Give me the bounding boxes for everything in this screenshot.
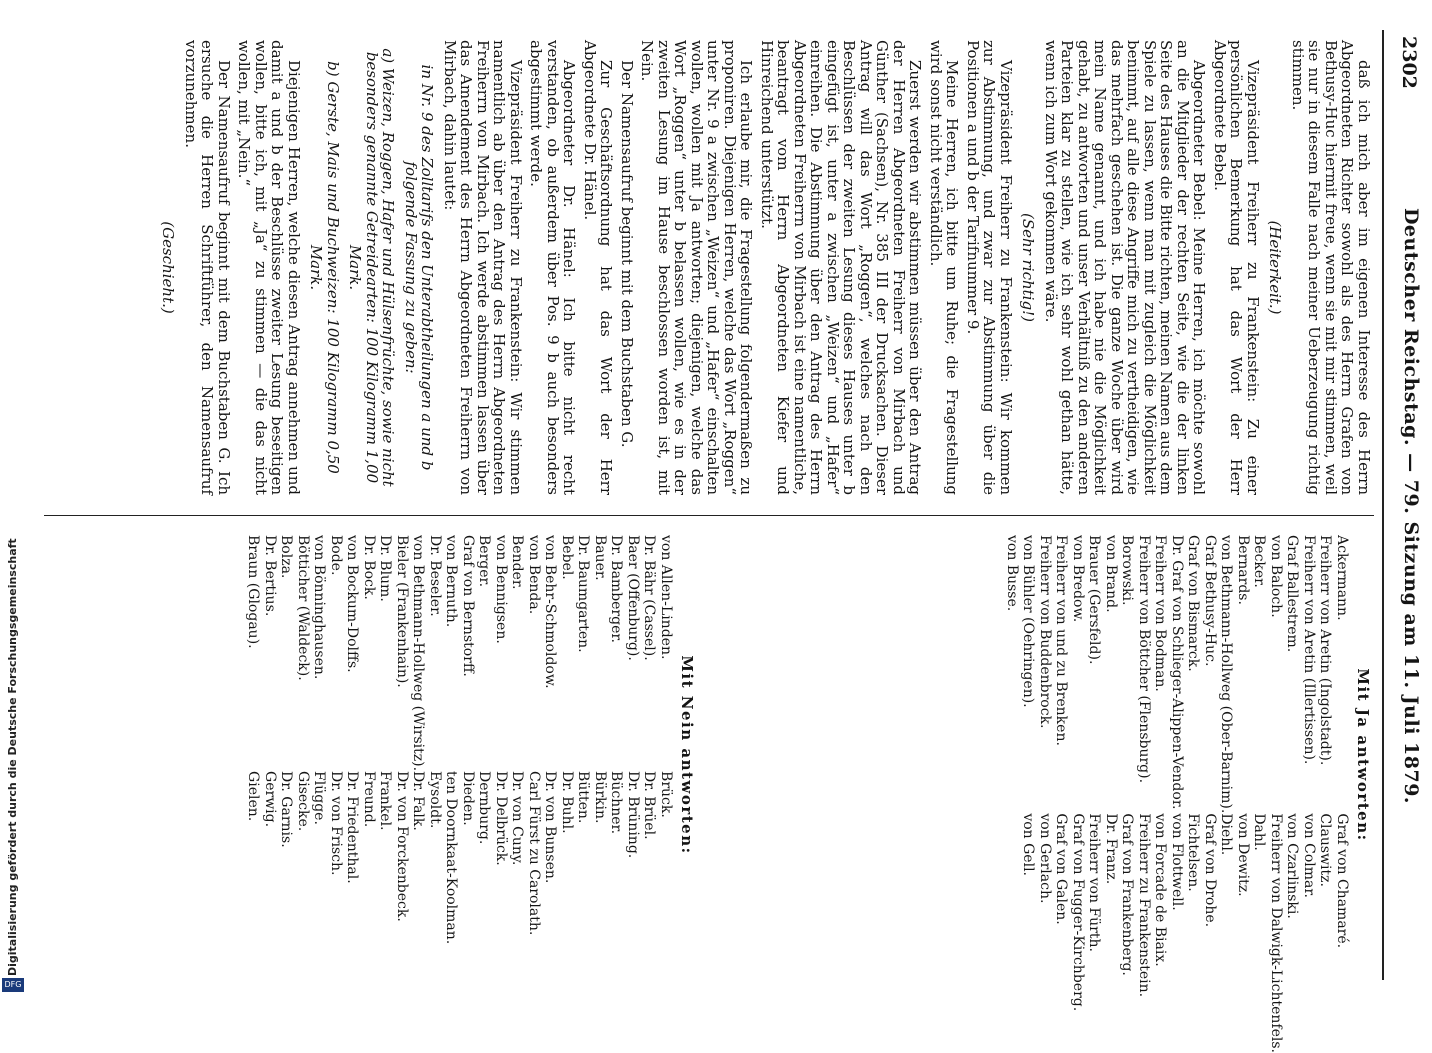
paragraph: Zuerst werden wir abstimmen müssen über den Antrag der Herren Abgeordneten Freiherr von Mirbach und Günther (Sachsen), Nr. 385 III der Drucksachen. Dieser Antrag will das Wort „Roggen“, welches nach den Beschlüssen der zweiten Lesung dieses Hauses unter b eingefügt ist, unter a zwischen „Weizen“ und „Hafer“ einreihen. Die Abstimmung über den Antrag des Herrn Abgeordneten Freiherrn von Mirbach ist eine namentliche, beantragt vom Herrn Abgeordneten Kiefer und Hinreichend unterstützt. [758,40,925,495]
vote-name: Fichtelsen. [1185,813,1202,892]
paragraph: Der Namensaufruf beginnt mit dem Buchstaben G. [618,60,636,448]
vote-name: Büchner. [608,771,625,835]
vote-name: Graf von Frankenberg. [1119,813,1136,976]
vote-name: Bieler (Frankenhain). [394,535,410,688]
vote-name: Bebel. [559,535,575,580]
vote-name: von Flottwell. [1169,813,1185,911]
vote-name: Ackermann. [1334,535,1350,621]
vote-name: Dr. Buhl. [559,771,575,834]
vote-name: Freiherr von Fürth. [1086,813,1103,952]
page-number: 2302 [1398,36,1420,89]
vote-name: Freiherr von Dalwigk-Lichtenfels. [1268,813,1284,1053]
vote-name: ten Doornkaat-Koolman. [443,771,460,945]
vote-name: Baer (Offenburg). [625,535,641,661]
right-column-votes [245,535,1372,1053]
vote-name: Freiherr zu Frankenstein. [1136,813,1152,998]
vote-name: Graf Bethusy-Huc. [1202,535,1218,667]
vote-name: Bütten. [575,771,592,824]
vote-name: von Bernuth. [443,535,460,628]
paragraph: Diejenigen Herren, welche diesen Antrag annehmen und damit a und b der Beschlüsse zweiter Lesung beseitigen wollen, bitte ich, mit „Ja“ zu stimmen — die das nicht wollen, mit „Nein.“ [235,40,303,495]
vote-name: Brück. [658,771,674,818]
vote-name: Dr. Blum. [377,535,394,602]
vote-name: Dr. Graf von Schlieger-Alippen-Vendor. [1169,535,1185,810]
paragraph: Vizepräsident Freiherr zu Frankenstein: Zu einer persönlichen Bemerkung hat das Wort der Herr Abgeordnete Bebel. [1211,40,1262,495]
vote-name: Brauer (Gersfeld). [1086,535,1103,665]
vote-name: Carl Fürst zu Carolath. [526,771,542,936]
vote-name: von Bethmann-Hollweg (Wirsitz). [410,535,427,772]
centered-note: (Geschieht.) [159,221,178,314]
vote-name: Dahl. [1251,813,1268,851]
vote-name: Freund. [361,771,377,828]
running-title: Deutscher Reichstag. — 79. Sitzung am 11. Juli 1879. [1400,207,1422,805]
ja-name-list [710,535,1350,1053]
vote-name: Dr. Bähr (Cassel). [641,535,658,661]
vote-name: Graf von Fugger-Kirchberg. [1070,813,1086,1012]
paragraph: Abgeordneter Dr. Hänel: Ich bitte nicht recht verstanden, ob außerdem über Pos. 9 b auch besonders abgestimmt werde. [527,40,579,495]
vote-name: von Gell. [1020,813,1037,876]
vote-name: Freiherr von Bodman. [1152,535,1169,692]
centered-note: in Nr. 9 des Zolltarifs den Unterabtheilungen a und b folgende Fassung zu geben: [402,64,437,471]
vote-name: Bender. [509,535,526,590]
paragraph: Abgeordneter Bebel: Meine Herren, ich möchte sowohl an die Mitglieder der rechten Seite, wie die der linken Seite des Hauses die Bitte richten, meinen Namen aus dem Spiele zu lassen, wenn man mit zugleich die Möglichkeit benimmt, auf alle diese Angriffe mich zu vertheidigen, wie das mehrfach geschehen ist. Die ganze Woche über wird mein Name genannt, und ich habe nie die Möglichkeit gehabt, zu antworten und unser Verhältniß zu den anderen Parteien klar zu stellen, wie ich sehr wohl gethan hätte, wenn ich zum Wort gekommen wäre. [1042,40,1209,495]
paragraph: Der Namensaufruf beginnt mit dem Buchstaben G. Ich ersuche die Herren Schriftführer, den Namensaufruf vorzunehmen. [182,40,233,495]
rotated-page [30,0,1432,1053]
vote-name: Dernburg. [476,771,493,845]
nein-names-col-1 [245,535,674,771]
vote-name: Dr. Baumgarten. [575,535,592,653]
paragraph: Vizepräsident Freiherr zu Frankenstein: Wir stimmen namentlich ab über den Antrag des Herrn Abgeordneten Freiherrn von Mirbach. Ich werde abstimmen lassen über das Amendement des Herrn Abgeordneten Freiherrn von Mirbach, dahin lautet: [441,40,525,495]
vote-name: Graf von Chamaré. [1334,813,1350,949]
paragraph: Ich erlaube mir, die Fragestellung folgendermaßen zu proponiren. Diejenigen Herren, welche das Wort „Roggen“ unter Nr. 9 a zwischen „Weizen“ und „Hafer“ einschalten wollen, wollen mit Ja antworten; diejenigen, welche das Wort „Roggen“ unter b belassen wollen, wie es in der zweiten Lesung im Hause beschlossen worden ist, mit Nein. [638,40,756,495]
page-header [1388,36,1428,976]
ja-names-col-1 [710,535,1350,813]
vote-name: von Bennigsen. [493,535,509,644]
paragraph: Zur Geschäftsordnung hat das Wort der Herr Abgeordnete Dr. Hänel. [581,40,616,495]
vote-name: von Bühler (Oehringen). [1020,535,1037,708]
vote-name: Graf Ballestrem. [1284,535,1301,653]
centered-note: b) Gerste, Mais und Buchweizen: 100 Kilogramm 0,50 Mark. [307,61,342,474]
vote-name: Freiherr von Aretin (Ingolstadt). [1317,535,1334,766]
vote-name: von Benda. [526,535,542,615]
vote-name: Dr. Bertius. [262,535,278,617]
header-rule [1382,30,1384,980]
vote-name: Flügge. [311,771,328,825]
vote-name: Gielen. [245,771,262,822]
vote-name: Dr. von Forckenbeck. [394,771,410,922]
vote-name: Bolza. [278,535,295,579]
vote-name: Braun (Glogau). [245,535,262,649]
paragraph: daß ich mich aber im eigenen Interesse des Herrn Abgeordneten Richter sowohl als des Herrn Grafen von Bethusy-Huc hiermit freue, wenn sie mit mir stimmen, weil sie nur in diesem Falle nach meiner Ueberzeugung richtig stimmen. [1289,40,1373,495]
vote-name: Gisecke. [295,771,311,832]
vote-name: von Bockum-Dolffs. [344,535,361,673]
vote-name: Bauer. [592,535,608,581]
vote-name: Dr. Franz. [1103,813,1119,885]
vote-name: Bernards. [1235,535,1251,605]
vote-name: Bürkin. [592,771,608,824]
centered-note: (Heiterkeit.) [1266,220,1285,315]
vote-name: Dr. Brüel. [641,771,658,840]
vote-name: von Busse. [1004,535,1020,612]
left-column-text [154,40,1372,495]
centered-note: (Sehr richtig!) [1019,213,1038,322]
vote-name: Frankel. [377,771,394,831]
dfg-credit-text: Digitalisierung gefördert durch die Deutsche Forschungsgemeinschaft [6,538,19,976]
vote-name: von Behr-Schmoldow. [542,535,559,689]
vote-name: von Forcade de Biaix. [1152,813,1169,967]
vote-name: von Dewitz. [1235,813,1251,897]
vote-name: von Bredow. [1070,535,1086,623]
vote-name: Freiherr von Buddenbrock. [1037,535,1053,729]
vote-name: Graf von Galen. [1053,813,1070,925]
vote-name: Dr. von Bunsen. [542,771,559,884]
vote-name: Becker. [1251,535,1268,588]
centered-note: a) Weizen, Roggen, Hafer und Hülsenfrüchte, sowie nicht besonders genannte Getreidearten: 100 Kilogramm 1,00 Mark. [346,48,398,487]
ja-heading: Mit Ja antworten: [1354,668,1372,842]
vote-name: Berger. [476,535,493,588]
vote-name: Dieden. [460,771,476,826]
vote-name: Dr. von Frisch. [328,771,344,876]
vote-name: Dr. Bamberger. [608,535,625,643]
paragraph: Meine Herren, ich bitte um Ruhe; die Fragestellung wird sonst nicht verständlich. [927,40,962,495]
column-divider [44,515,1374,516]
vote-name: Dr. Garnis. [278,771,295,848]
vote-name: Eysoldt. [427,771,443,829]
vote-name: Freiherr von und zu Brenken. [1053,535,1070,746]
vote-name: Gerwig. [262,771,278,828]
vote-name: Freiherr von Böttcher (Flensburg). [1136,535,1152,784]
vote-name: Dr. Bock. [361,535,377,600]
dfg-logo-icon: DFG [2,978,24,992]
vote-name: Borowski. [1119,535,1136,606]
vote-name: Dr. Falk. [410,771,427,831]
vote-name: von Brand. [1103,535,1119,613]
vote-name: Dr. Beseler. [427,535,443,617]
vote-name: von Bönninghausen. [311,535,328,680]
vote-name: von Bethmann-Hollweg (Ober-Barnim). [1218,535,1235,814]
digitization-sidebar [0,0,26,1000]
vote-name: von Colmar. [1301,813,1317,898]
vote-name: von Czarlinski. [1284,813,1301,919]
ja-names-col-2 [710,813,1350,1053]
vote-name: von Allen-Linden. [658,535,674,660]
vote-name: Dr. von Cuny. [509,771,526,866]
nein-heading: Mit Nein antworten: [678,655,696,855]
vote-name: von Gerlach. [1037,813,1053,904]
nein-names-col-2 [245,771,674,975]
vote-name: Graf von Bernstorff. [460,535,476,677]
nein-name-list [245,535,674,975]
vote-name: Dr. Brüning. [625,771,641,859]
vote-name: Bötticher (Waldeck). [295,535,311,681]
vote-name: Dr. Delbrück. [493,771,509,866]
paragraph: Vizepräsident Freiherr zu Frankenstein: Wir kommen zur Abstimmung, und zwar zur Abstimmung über die Positionen a und b der Tarifnummer 9. [964,40,1015,495]
vote-name: von Baloch. [1268,535,1284,618]
vote-name: Bode. [328,535,344,576]
vote-name: Diehl. [1218,813,1235,856]
vote-name: Freiherr von Aretin (Illertissen). [1301,535,1317,765]
vote-name: Graf von Drohe. [1202,813,1218,928]
vote-name: Graf von Bismarck. [1185,535,1202,672]
vote-name: Clauswitz. [1317,813,1334,887]
vote-name: Dr. Friedenthal. [344,771,361,884]
